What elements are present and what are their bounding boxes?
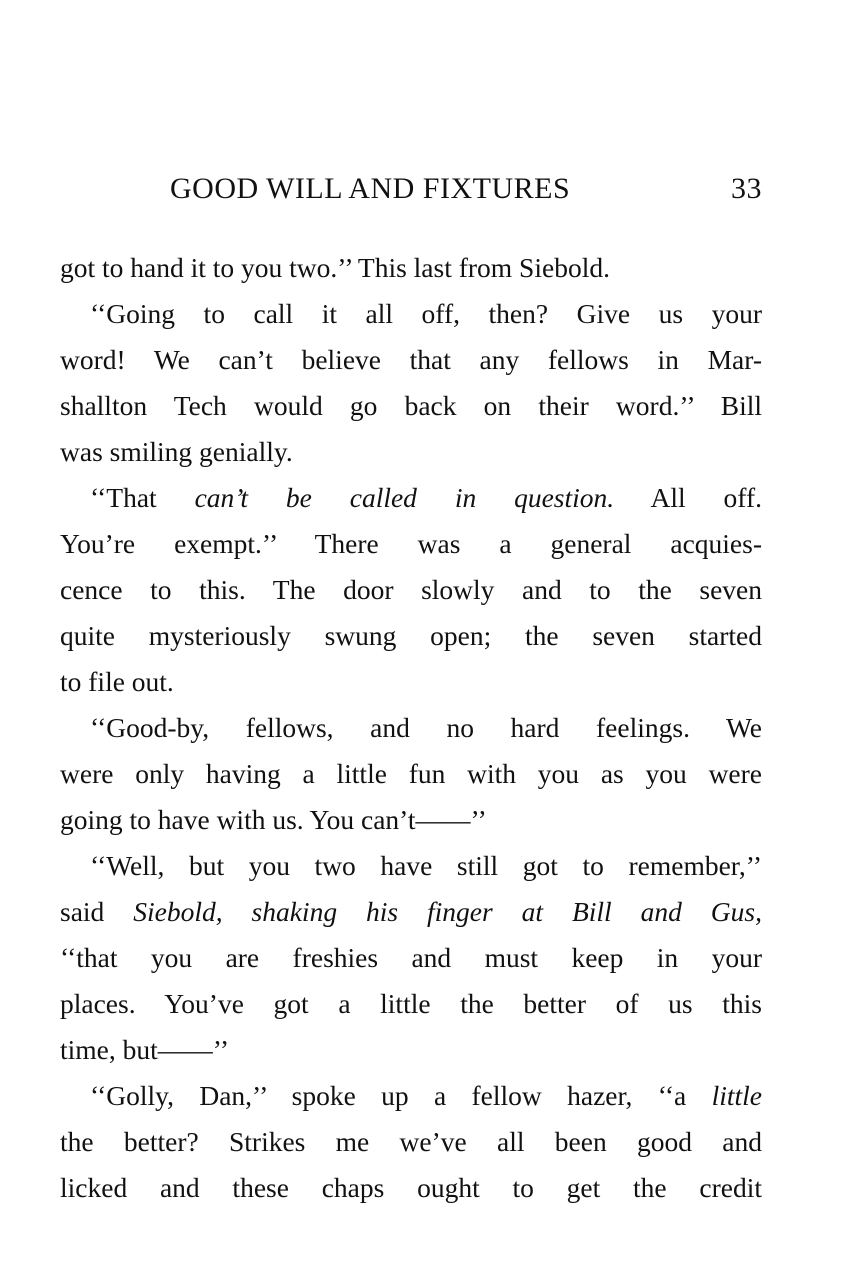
text-line: were only having a little fun with you as you were bbox=[60, 758, 762, 789]
text-line: got to hand it to you two.’’ This last from Siebold. bbox=[60, 252, 610, 283]
page-number: 33 bbox=[731, 172, 762, 205]
italic-text-run: can’t be called in question. bbox=[194, 482, 615, 513]
text-line: You’re exempt.’’ There was a general acquies- bbox=[60, 528, 762, 559]
text-line bbox=[60, 475, 762, 521]
text-run: ‘‘Golly, Dan,’’ spoke up a fellow hazer, ‘‘a bbox=[90, 1080, 712, 1111]
text-run: said bbox=[60, 896, 134, 927]
text-line: time, but——’’ bbox=[60, 1034, 230, 1065]
running-title: GOOD WILL AND FIXTURES bbox=[170, 172, 571, 205]
text-run: All off. bbox=[614, 482, 762, 513]
text-line: ‘‘Well, but you two have still got to remember,’’ bbox=[90, 850, 762, 881]
running-header bbox=[60, 166, 762, 212]
text-line bbox=[60, 889, 762, 935]
text-line: was smiling genially. bbox=[60, 436, 293, 467]
text-line: cence to this. The door slowly and to the seven bbox=[60, 574, 762, 605]
text-line: to file out. bbox=[60, 666, 174, 697]
text-line: ‘‘Good-by, fellows, and no hard feelings. We bbox=[90, 712, 762, 743]
text-line bbox=[60, 1073, 762, 1119]
text-line: going to have with us. You can’t——’’ bbox=[60, 804, 487, 835]
italic-text-run: Siebold, shaking his finger at Bill and Gus, bbox=[133, 896, 762, 927]
text-line: places. You’ve got a little the better of us this bbox=[60, 988, 762, 1019]
text-line: ‘‘that you are freshies and must keep in your bbox=[60, 942, 762, 973]
text-run: ‘‘That bbox=[90, 482, 195, 513]
text-line: shallton Tech would go back on their word.’’ Bill bbox=[60, 390, 762, 421]
text-line: licked and these chaps ought to get the credit bbox=[60, 1172, 762, 1203]
text-line: the better? Strikes me we’ve all been good and bbox=[60, 1126, 762, 1157]
body-text bbox=[60, 245, 762, 1211]
text-line: quite mysteriously swung open; the seven started bbox=[60, 620, 762, 651]
text-line: ‘‘Going to call it all off, then? Give us your bbox=[90, 298, 762, 329]
italic-text-run: little bbox=[711, 1080, 762, 1111]
text-line: word! We can’t believe that any fellows in Mar- bbox=[60, 344, 762, 375]
